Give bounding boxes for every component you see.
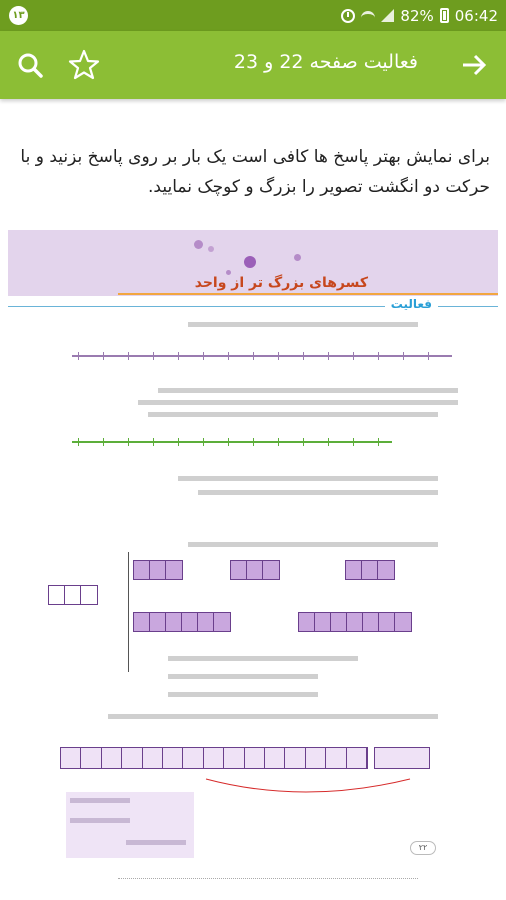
- fraction-strip: [345, 560, 395, 580]
- arrow-right-icon[interactable]: [458, 49, 490, 81]
- number-line-tick: [378, 438, 379, 446]
- fraction-strip: [133, 612, 231, 632]
- number-line-tick: [253, 438, 254, 446]
- page-banner: [8, 230, 498, 296]
- number-line-tick: [178, 438, 179, 446]
- number-line-tick: [178, 352, 179, 360]
- number-line-tick: [278, 352, 279, 360]
- number-line-tick: [428, 352, 429, 360]
- status-icons: [341, 0, 498, 31]
- number-line-tick: [278, 438, 279, 446]
- number-line-tick: [328, 352, 329, 360]
- app-bar: [0, 31, 506, 99]
- thirds-strip-remainder: [374, 747, 430, 769]
- number-line-tick: [103, 352, 104, 360]
- search-icon[interactable]: [14, 49, 46, 81]
- number-line-tick: [303, 352, 304, 360]
- text-line: [188, 322, 418, 327]
- page-footer: [118, 878, 418, 879]
- number-line-tick: [303, 438, 304, 446]
- notification-badge: ۱۳: [9, 6, 28, 25]
- calc-line: [70, 798, 130, 803]
- wifi-icon: [361, 11, 375, 20]
- text-line: [168, 656, 358, 661]
- decor-dot: [194, 240, 203, 249]
- number-line-tick: [203, 352, 204, 360]
- text-line: [158, 388, 458, 393]
- decor-dot: [294, 254, 301, 261]
- page-title: فعالیت صفحه 22 و 23: [233, 51, 418, 73]
- page-number: ۲۲: [410, 841, 436, 855]
- number-line-tick: [153, 438, 154, 446]
- number-line: [72, 441, 392, 443]
- alarm-icon: [341, 9, 355, 23]
- text-line: [108, 714, 438, 719]
- fraction-strip: [133, 560, 183, 580]
- number-line-tick: [403, 352, 404, 360]
- lesson-title: کسرهای بزرگ تر از واحد: [194, 275, 368, 291]
- calc-line: [70, 818, 130, 823]
- calc-line: [126, 840, 186, 845]
- number-line-tick: [253, 352, 254, 360]
- number-line-tick: [203, 438, 204, 446]
- text-line: [168, 692, 318, 697]
- divider: [128, 552, 129, 672]
- number-line-tick: [103, 438, 104, 446]
- number-line-tick: [153, 352, 154, 360]
- textbook-page-image[interactable]: [8, 230, 498, 885]
- bracket-curve: [204, 775, 414, 799]
- number-line-tick: [328, 438, 329, 446]
- number-line-tick: [228, 352, 229, 360]
- text-line: [138, 400, 458, 405]
- instruction-text: برای نمایش بهتر پاسخ ها کافی است یک بار بر روی پاسخ بزنید و با حرکت دو انگشت تصویر را بزرگ و کوچک نمایید.: [20, 147, 490, 197]
- decor-dot: [244, 256, 256, 268]
- star-outline-icon[interactable]: [67, 48, 101, 82]
- fraction-strip: [230, 560, 280, 580]
- number-line-tick: [353, 438, 354, 446]
- number-line-tick: [78, 438, 79, 446]
- text-line: [198, 490, 438, 495]
- battery-percent: 82%: [400, 6, 434, 25]
- text-line: [188, 542, 438, 547]
- title-underline: [118, 293, 498, 295]
- fraction-strip: [298, 612, 412, 632]
- thirds-strip: [60, 747, 368, 769]
- text-line: [168, 674, 318, 679]
- battery-icon: [440, 8, 449, 23]
- number-line-tick: [353, 352, 354, 360]
- calculation-box: [66, 792, 194, 858]
- text-line: [148, 412, 438, 417]
- text-line: [178, 476, 438, 481]
- number-line-tick: [378, 352, 379, 360]
- number-line-tick: [78, 352, 79, 360]
- number-line: [72, 355, 452, 357]
- number-line-tick: [228, 438, 229, 446]
- decor-dot: [208, 246, 214, 252]
- signal-icon: [381, 9, 394, 22]
- fraction-strip: [48, 585, 98, 605]
- section-label: فعالیت: [385, 297, 438, 311]
- number-line-tick: [128, 438, 129, 446]
- clock: 06:42: [454, 6, 498, 25]
- number-line-tick: [128, 352, 129, 360]
- status-bar: [0, 0, 506, 31]
